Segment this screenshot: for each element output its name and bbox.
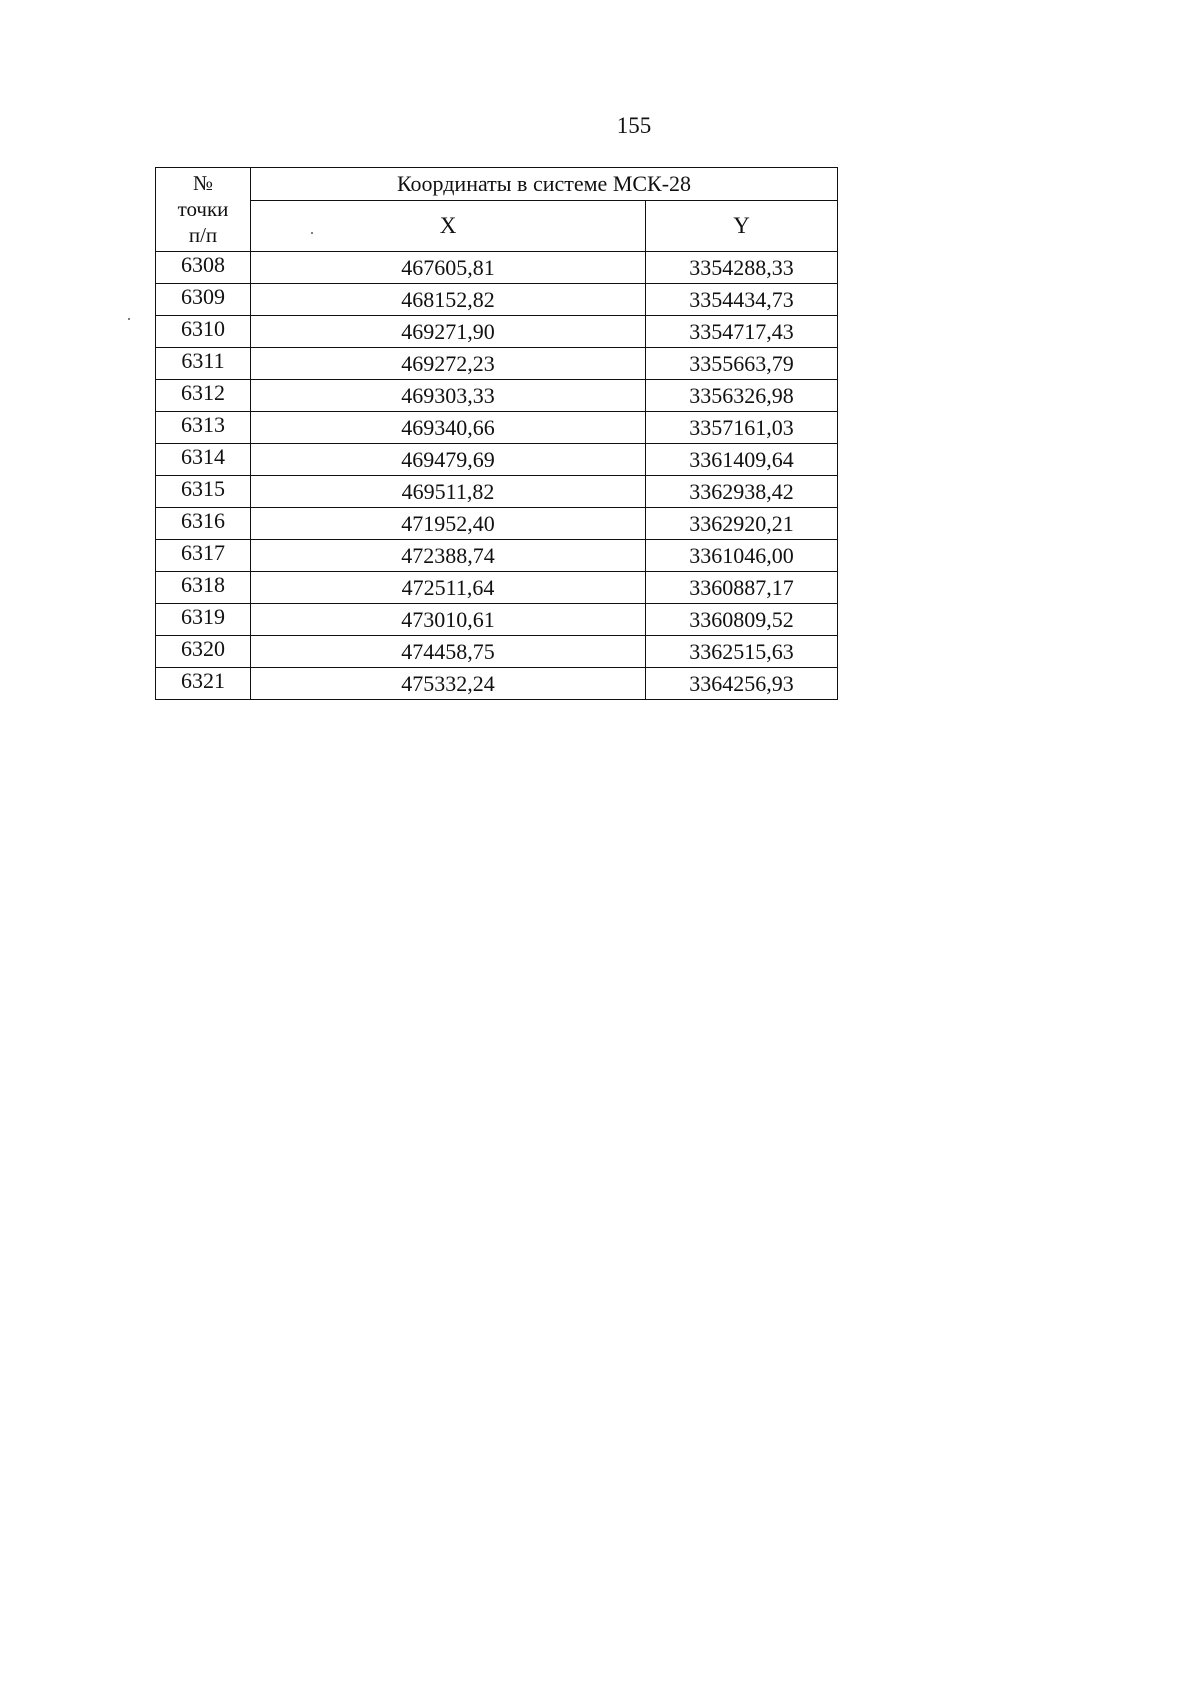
y-coordinate-cell: 3354434,73 xyxy=(646,284,838,316)
point-number-cell: 6314 xyxy=(156,444,251,476)
point-number-cell: 6318 xyxy=(156,572,251,604)
table-row xyxy=(156,316,838,348)
y-coordinate-cell: 3362938,42 xyxy=(646,476,838,508)
x-coordinate-cell: 475332,24 xyxy=(251,668,646,700)
y-coordinate-cell: 3361409,64 xyxy=(646,444,838,476)
table-row xyxy=(156,476,838,508)
y-coordinate-cell: 3354717,43 xyxy=(646,316,838,348)
header-number-sign: № xyxy=(192,171,214,195)
x-coordinate-cell: 469271,90 xyxy=(251,316,646,348)
table-row xyxy=(156,636,838,668)
point-number-cell: 6309 xyxy=(156,284,251,316)
y-coordinate-cell: 3357161,03 xyxy=(646,412,838,444)
x-coordinate-cell: 468152,82 xyxy=(251,284,646,316)
y-coordinate-cell: 3360809,52 xyxy=(646,604,838,636)
point-number-cell: 6319 xyxy=(156,604,251,636)
x-coordinate-cell: 467605,81 xyxy=(251,252,646,284)
header-point-word: точки xyxy=(177,197,229,221)
header-coordinate-system: Координаты в системе МСК-28 xyxy=(251,168,838,201)
table-row xyxy=(156,604,838,636)
x-coordinate-cell: 472388,74 xyxy=(251,540,646,572)
x-coordinate-cell: 474458,75 xyxy=(251,636,646,668)
coordinates-table xyxy=(155,167,838,700)
y-coordinate-cell: 3364256,93 xyxy=(646,668,838,700)
table-body xyxy=(156,252,838,700)
table-row xyxy=(156,572,838,604)
scan-speck xyxy=(128,318,130,320)
y-coordinate-cell: 3361046,00 xyxy=(646,540,838,572)
point-number-cell: 6313 xyxy=(156,412,251,444)
table-row xyxy=(156,348,838,380)
table-row xyxy=(156,252,838,284)
y-coordinate-cell: 3362920,21 xyxy=(646,508,838,540)
x-coordinate-cell: 471952,40 xyxy=(251,508,646,540)
x-coordinate-cell: 469303,33 xyxy=(251,380,646,412)
header-point-number xyxy=(156,168,251,252)
table-row xyxy=(156,444,838,476)
table-row xyxy=(156,668,838,700)
page-number: 155 xyxy=(616,113,652,138)
table-row xyxy=(156,284,838,316)
point-number-cell: 6308 xyxy=(156,252,251,284)
y-coordinate-cell: 3355663,79 xyxy=(646,348,838,380)
x-coordinate-cell: 472511,64 xyxy=(251,572,646,604)
point-number-cell: 6320 xyxy=(156,636,251,668)
point-number-cell: 6312 xyxy=(156,380,251,412)
y-coordinate-cell: 3356326,98 xyxy=(646,380,838,412)
header-x: X xyxy=(251,201,646,252)
point-number-cell: 6311 xyxy=(156,348,251,380)
y-coordinate-cell: 3360887,17 xyxy=(646,572,838,604)
table-row xyxy=(156,508,838,540)
y-coordinate-cell: 3354288,33 xyxy=(646,252,838,284)
header-y: Y xyxy=(646,201,838,252)
x-coordinate-cell: 469511,82 xyxy=(251,476,646,508)
x-coordinate-cell: 469340,66 xyxy=(251,412,646,444)
x-coordinate-cell: 473010,61 xyxy=(251,604,646,636)
point-number-cell: 6316 xyxy=(156,508,251,540)
header-index-abbrev: п/п xyxy=(188,223,218,247)
table-row xyxy=(156,540,838,572)
point-number-cell: 6315 xyxy=(156,476,251,508)
table-row xyxy=(156,380,838,412)
y-coordinate-cell: 3362515,63 xyxy=(646,636,838,668)
point-number-cell: 6321 xyxy=(156,668,251,700)
x-coordinate-cell: 469272,23 xyxy=(251,348,646,380)
scan-speck xyxy=(311,232,313,234)
x-coordinate-cell: 469479,69 xyxy=(251,444,646,476)
point-number-cell: 6310 xyxy=(156,316,251,348)
table-row xyxy=(156,412,838,444)
point-number-cell: 6317 xyxy=(156,540,251,572)
